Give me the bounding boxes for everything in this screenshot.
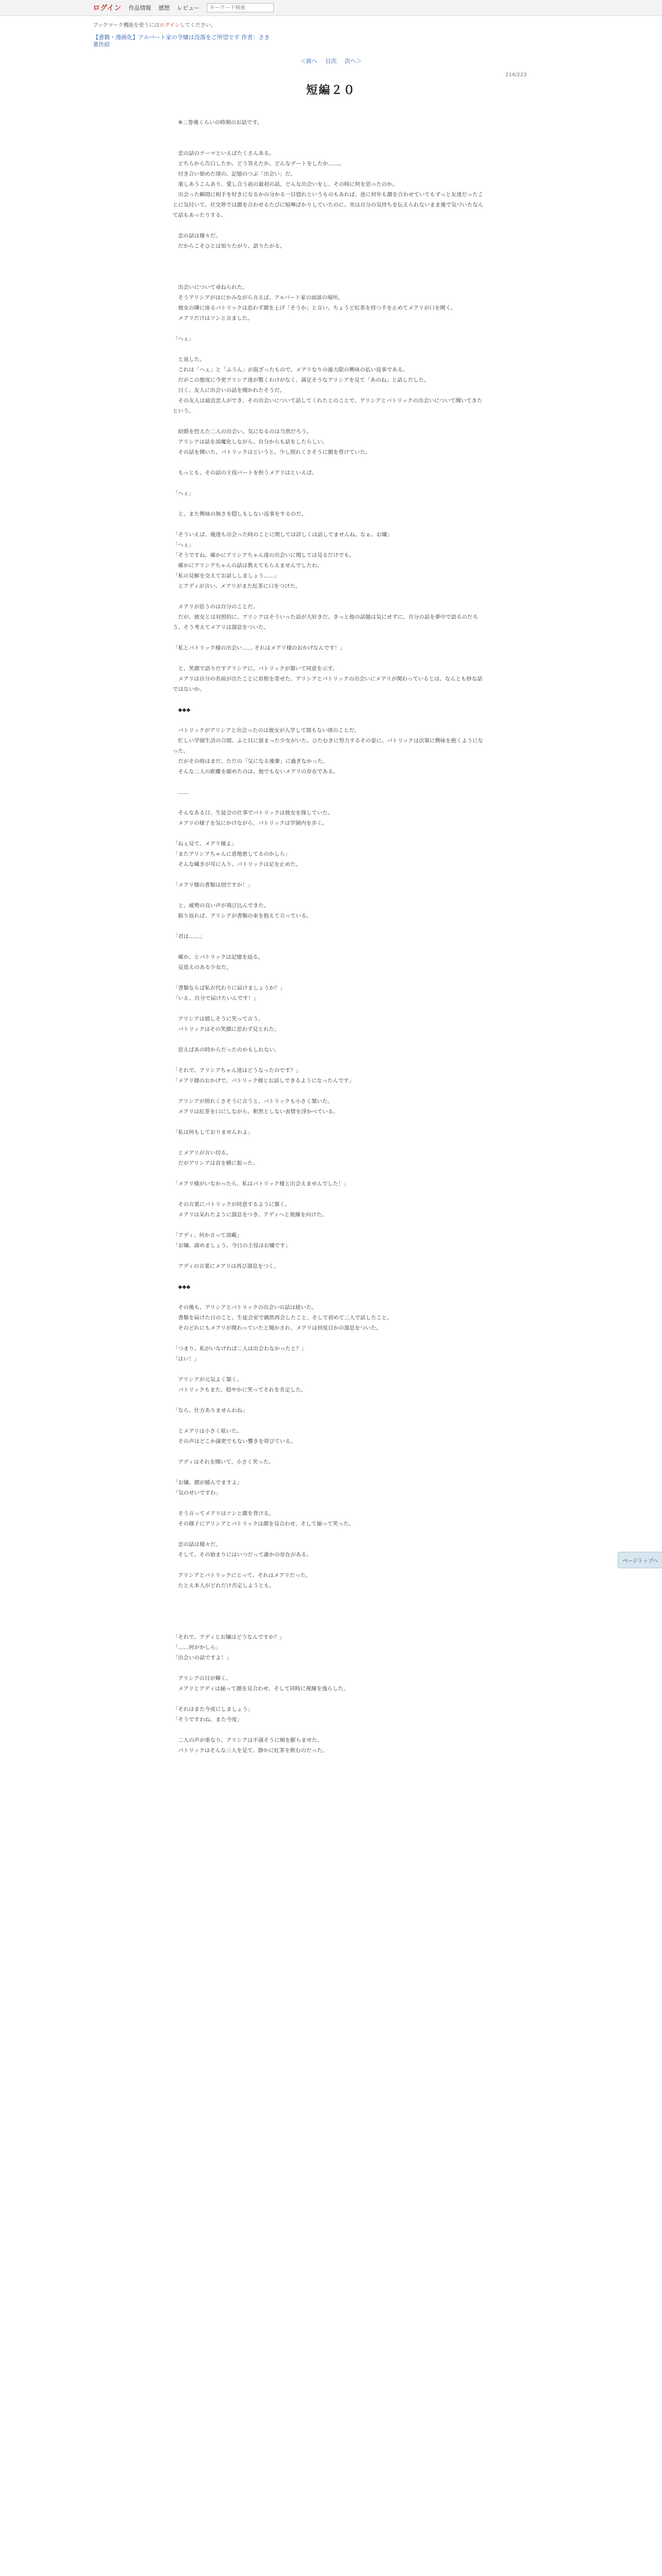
notice-login-link[interactable]: ログイン bbox=[159, 23, 180, 28]
notice-suffix: してください。 bbox=[179, 23, 216, 28]
notice-prefix: ブックマーク機能を使うには bbox=[93, 23, 160, 28]
toc-link[interactable]: 目次 bbox=[325, 58, 337, 64]
chapter-pager bbox=[0, 57, 662, 65]
top-bar bbox=[0, 0, 662, 16]
chapter-title: 短編２０ bbox=[306, 84, 356, 97]
login-link[interactable]: ログイン bbox=[93, 4, 122, 12]
nav-item-reviews[interactable]: レビュー bbox=[177, 5, 200, 11]
chapter-body: ※二巻後くらいの時期のお話です。 恋の話のテーマといえばたくさんある。 どちらから告白したか、どう答えたか、どんなデートをしたか……。 付き合い始めた頃の、記憶のつぶ「出会い」だ。 楽しあうこんあり、愛し合う前の最初の話。どんな出会いをし、その時に何を思ったのか。 出会った瞬間に相手を好きになるかの分かる一目惚れというものもあれば、逆に何年も顔を合わせていてもずっと友達だったことに気付いて、社交界では顔を合わせるたびに喧嘩ばかりしていたのに、実は自分の気持ちを伝えられないまま後で気づいたなんて話もあったりする。 恋の話は様々だ。 だからこそひとは知りたがり、語りたがる。 出会いについて尋ねられた。 そうアリシアがはにかみながら言えば、アルバート家の面談の場所。 彼女の隣に座るパトリックは思わず顔を上げ「そうか」と言い、ちょうど紅茶を持つ手を止めてメアリが口を開く。 メアリだけはツンと言ました。 「へぇ」 と返した。 これは「へぇ」と「ふうん」が混ざったもので、メアリなりの最大限の興味の払い返事である。 だがこの態度に今更アリシア達が驚くわけがなく、満足そうなアリシアを見て「あのね」と話しだした。 日く、友人に出会いの話を聞かれたそうだ。 その友人は最近恋人ができ、その出会いについて話してくれたとのことで、アリシアとパトリックの出会いについて聞いてきたという。 結婚を控えた二人の出会い。気になるのは当然だろう。 アリシアは話を誤魔化しながら、自分からも話をしたらしい。 その話を聞いた、パトリックはというと、少し照れくさそうに顔を背けていた。 もっとも、その話の主役パートを担うメアリはといえば。 「へぇ」 と、また興味の無さを隠しもしない返事をするのだ。 「そういえば、俺達も出会った時のことに関しては詳しくは話してませんね。なぁ、お嬢」 「へぇ」 「そうですね。確かにアリシアちゃん達の出会いに関しては見るだけでも。 確かにアリシアちゃんの話は教えてもらえませんでしたわ。 「私の見解を交えてお話ししましょう……」 とアディが言い、メアリがまた紅茶に口をつけた。 メアリが思うのは自分のことだ。 だが、彼女とは対照的に、アリシアはそういった話が大好きだ。きっと他の話題は気にせずに、自分の話を夢中で語るのだろう。そう考えてメアリは溜息をついた。 「私とパトリック様の出会い…… それはメアリ様のおかげなんです！」 と、笑顔で語りだすアリシアに、パトリックが頷いて同意を示す。 メアリは自分の名前が出たことに眉根を寄せた。アリシアとパトリックの出会いにメアリが関わっているとは、なんとも妙な話ではないか。 ◆◆◆ パトリックがアリシアと出会ったのは彼女が入学して間もない頃のことだ。 忙しい学園生活の合間、ふと目に留まった少女がいた。ひたむきに努力するその姿に、パトリックは次第に興味を抱くようになった。 だがその時はまだ、ただの「気になる後輩」に過ぎなかった。 そんな二人の距離を縮めたのは、他でもないメアリの存在である。 …… そんなある日、生徒会の仕事でパトリックは彼女を探していた。 メアリの様子を気にかけながら、パトリックは学園内を歩く。 「ねぇ見て、メアリ様よ」 「またアリシアちゃんに意地悪してるのかしら」 そんな囁きが耳に入り、パトリックは足を止めた。 「メアリ様の書類は別ですか！」 と、威勢の良い声が飛び込んできた。 振り返れば、アリシアが書類の束を抱えて立っている。 「君は……」 確か、とパトリックは記憶を辿る。 見覚えのある少女だ。 「書類ならば私が代わりに届けましょうか？」 「いえ、自分で届けたいんです！」 アリシアは嬉しそうに笑って言う。 パトリックはその笑顔に思わず見とれた。 思えばあの時からだったのかもしれない。 「それで、アリシアちゃん達はどうなったのです？」 「メアリ様のおかげで、パトリック様とお話しできるようになったんです」 アリシアが照れくさそうに言うと、パトリックも小さく頷いた。 メアリは紅茶を口にしながら、釈然としない表情を浮かべている。 「私は何もしておりませんわよ」 とメアリが言い切る。 だがアリシアは首を横に振った。 「メアリ様がいなかったら、私はパトリック様と出会えませんでした！」 その言葉にパトリックが同意するように頷く。 メアリは呆れたように溜息をつき、アディへと視線を向けた。 「アディ、何か言って頂戴」 「お嬢、諦めましょう。今日の主役はお嬢です」 アディの言葉にメアリは再び溜息をつく。 ◆◆◆ その後も、アリシアとパトリックの出会いの話は続いた。 書類を届けた日のこと、生徒会室で偶然再会したこと、そして初めて二人で話したこと。 そのどれにもメアリが関わっていたと聞かされ、メアリは何度目かの溜息をついた。 「つまり、私がいなければ二人は出会わなかったと？」 「はい！」 アリシアが元気よく頷く。 パトリックもまた、穏やかに笑ってそれを肯定した。 「なら、仕方ありませんわね」 とメアリは小さく呟いた。 その声はどこか満更でもない響きを帯びている。 アディはそれを聞いて、小さく笑った。 「お嬢、顔が緩んでますよ」 「気のせいですわ」 そう言ってメアリはツンと顔を背ける。 その様子にアリシアとパトリックは顔を見合わせ、そして揃って笑った。 恋の話は様々だ。 そして、その始まりにはいつだって誰かの存在がある。 アリシアとパトリックにとって、それはメアリだった。 たとえ本人がどれだけ否定しようとも。 「それで、アディとお嬢はどうなんですか？」 「……何がかしら」 「出会いの話ですよ！」 アリシアの目が輝く。 メアリとアディは揃って顔を見合わせ、そして同時に視線を逸らした。 「それはまた今度にしましょう」 「そうですわね、また今度」 二人の声が重なり、アリシアは不満そうに頬を膨らませた。 パトリックはそんな三人を見て、静かに紅茶を飲むのだった。 bbox=[173, 120, 484, 1754]
nav-item-impressions[interactable]: 感想 bbox=[158, 5, 170, 11]
search-input[interactable] bbox=[207, 3, 274, 12]
top-bar-inner bbox=[93, 3, 274, 13]
prev-link[interactable]: ＜前へ bbox=[300, 58, 318, 64]
series-author-link[interactable]: 著作紹 bbox=[93, 41, 110, 48]
next-link[interactable]: 次へ＞ bbox=[344, 58, 362, 64]
bookmark-notice bbox=[93, 21, 216, 28]
page-top-button[interactable]: ページトップへ bbox=[618, 1552, 662, 1568]
chapter-number: 214/223 bbox=[505, 72, 527, 78]
nav-item-info[interactable]: 作品情報 bbox=[128, 5, 152, 11]
series-title-link[interactable]: 【書籍・漫画化】アルバート家の令嬢は没落をご所望です 作者：さき bbox=[93, 34, 270, 41]
